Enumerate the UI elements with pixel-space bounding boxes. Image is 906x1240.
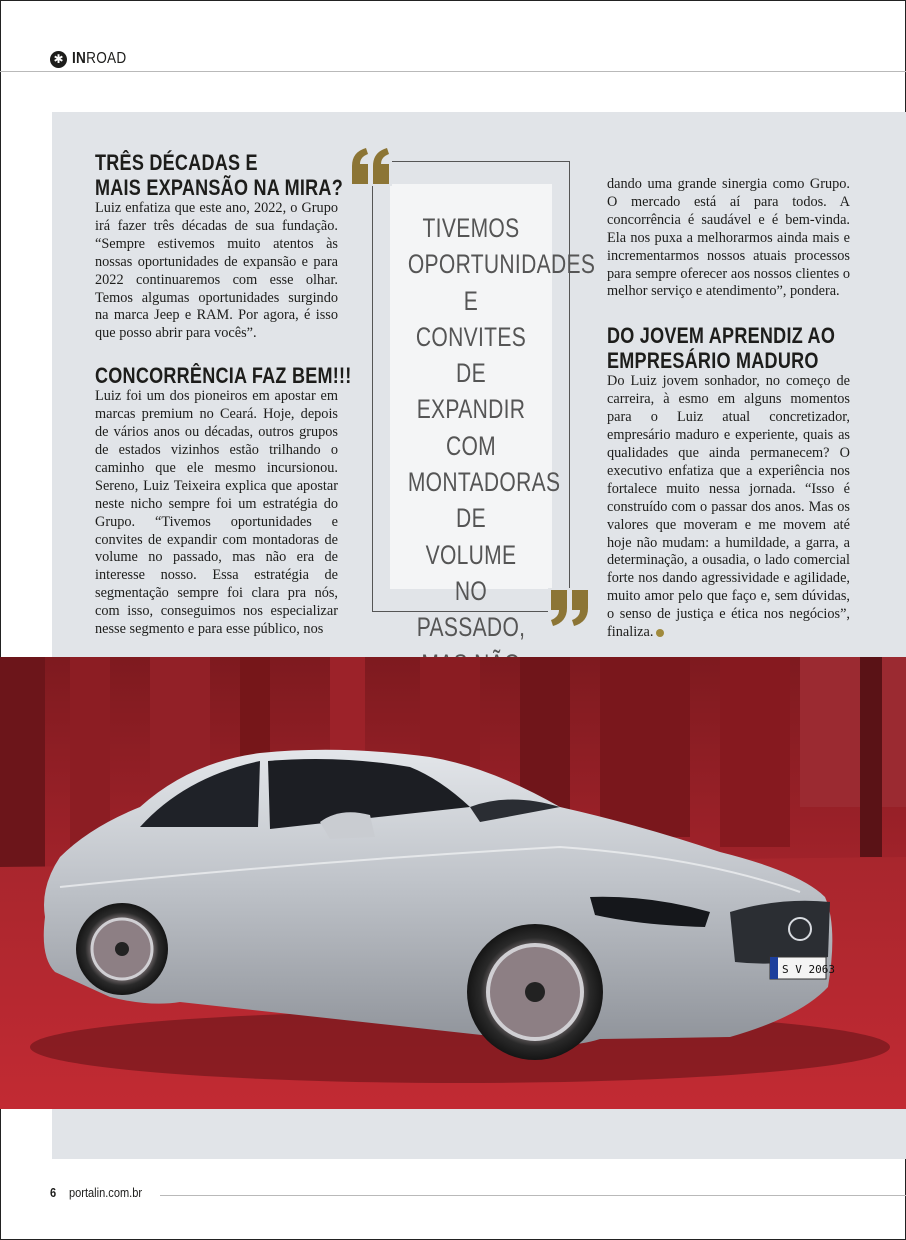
quote-line: NO PASSADO, xyxy=(416,575,526,643)
car-photo xyxy=(0,657,906,1109)
paragraph-final xyxy=(607,373,850,642)
right-column xyxy=(607,176,850,642)
star-circle-icon: ✱ xyxy=(50,51,67,68)
heading-tres-decadas xyxy=(95,150,343,200)
paragraph: dando uma grande sinergia como Grupo. O mercado está aí para todos. A concorrência é saudável e é bem-vinda. Ela nos puxa a melhorarmos ainda mais e incrementarmos nossos atuais processos para sempre oferecer aos nossos clientes o melhor serviço e atendimento”, pondera. xyxy=(607,176,850,300)
section-brand xyxy=(72,50,126,68)
paragraph-text: Do Luiz jovem sonhador, no começo de carreira, à esmo em alguns momentos para o Luiz atual concretizador, empresário maduro e experiente, quais as qualidades que ainda permanecem? O executivo enfatiza que a experiência nos fortalece muito nessa jornada. “Isso é construído com o passar dos anos. Mas os valores que moveram e me movem até hoje não mudam: a humildade, a garra, a determinação, a ousadia, o lado comercial forte nos dando agressividade e agilidade, muito amor pelo que faço e, sem dúvidas, o senso de justiça e ética nos negócios”, finaliza. xyxy=(607,373,850,641)
close-quote-icon xyxy=(548,588,590,628)
heading-concorrencia: CONCORRÊNCIA FAZ BEM!!! xyxy=(95,363,352,389)
quote-line: MONTADORAS xyxy=(407,467,561,498)
quote-line: E CONVITES DE xyxy=(415,285,527,389)
heading-line: DO JOVEM APRENDIZ AO xyxy=(607,323,836,349)
page-number: 6 xyxy=(50,1185,57,1200)
quote-line: DE VOLUME xyxy=(425,503,517,570)
magazine-header xyxy=(50,49,136,69)
quote-line: EXPANDIR COM xyxy=(416,394,526,461)
heading-jovem-aprendiz xyxy=(607,323,836,374)
footer-divider xyxy=(160,1195,906,1196)
paragraph: Luiz enfatiza que este ano, 2022, o Grupo irá fazer três décadas de sua fundação. “Sempre estivemos muito atentos às nossas oportunidades de expansão e para 2022 continuaremos com esse olhar. Temos algumas oportunidades surgindo na marca Jeep e RAM. Por agora, é isso que posso abrir para vocês”. xyxy=(95,200,338,342)
paragraph: Luiz foi um dos pioneiros em apostar em marcas premium no Ceará. Hoje, depois de vários anos ou décadas, outros grupos de estados vizinhos estão trilhando o caminho que ele mesmo incursionou. Sereno, Luiz Teixeira explica que apostar neste nicho sempre foi um estratégia do Grupo. “Tivemos oportunidades e convites de expandir com montadoras de volume no passado, mas não era de interesse nosso. Essa estratégia de segmentação sempre foi clara pra nós, com isso, conseguimos nos especializar nesse segmento e para esse público, nos xyxy=(95,388,338,638)
open-quote-icon xyxy=(350,146,392,186)
site-url: portalin.com.br xyxy=(69,1185,143,1200)
heading-line: TRÊS DÉCADAS E xyxy=(95,150,258,175)
heading-line: EMPRESÁRIO MADURO xyxy=(607,348,819,374)
brand-road: ROAD xyxy=(86,50,127,67)
page-footer xyxy=(50,1185,155,1200)
license-plate: S V 2063 xyxy=(782,963,835,976)
brand-in: IN xyxy=(72,50,87,67)
header-divider xyxy=(0,71,906,72)
quote-line: TIVEMOS xyxy=(422,213,520,243)
heading-line: MAIS EXPANSÃO NA MIRA? xyxy=(95,175,343,200)
quote-line: OPORTUNIDADES xyxy=(407,249,596,280)
end-mark-icon xyxy=(656,629,664,637)
left-column xyxy=(95,150,352,639)
